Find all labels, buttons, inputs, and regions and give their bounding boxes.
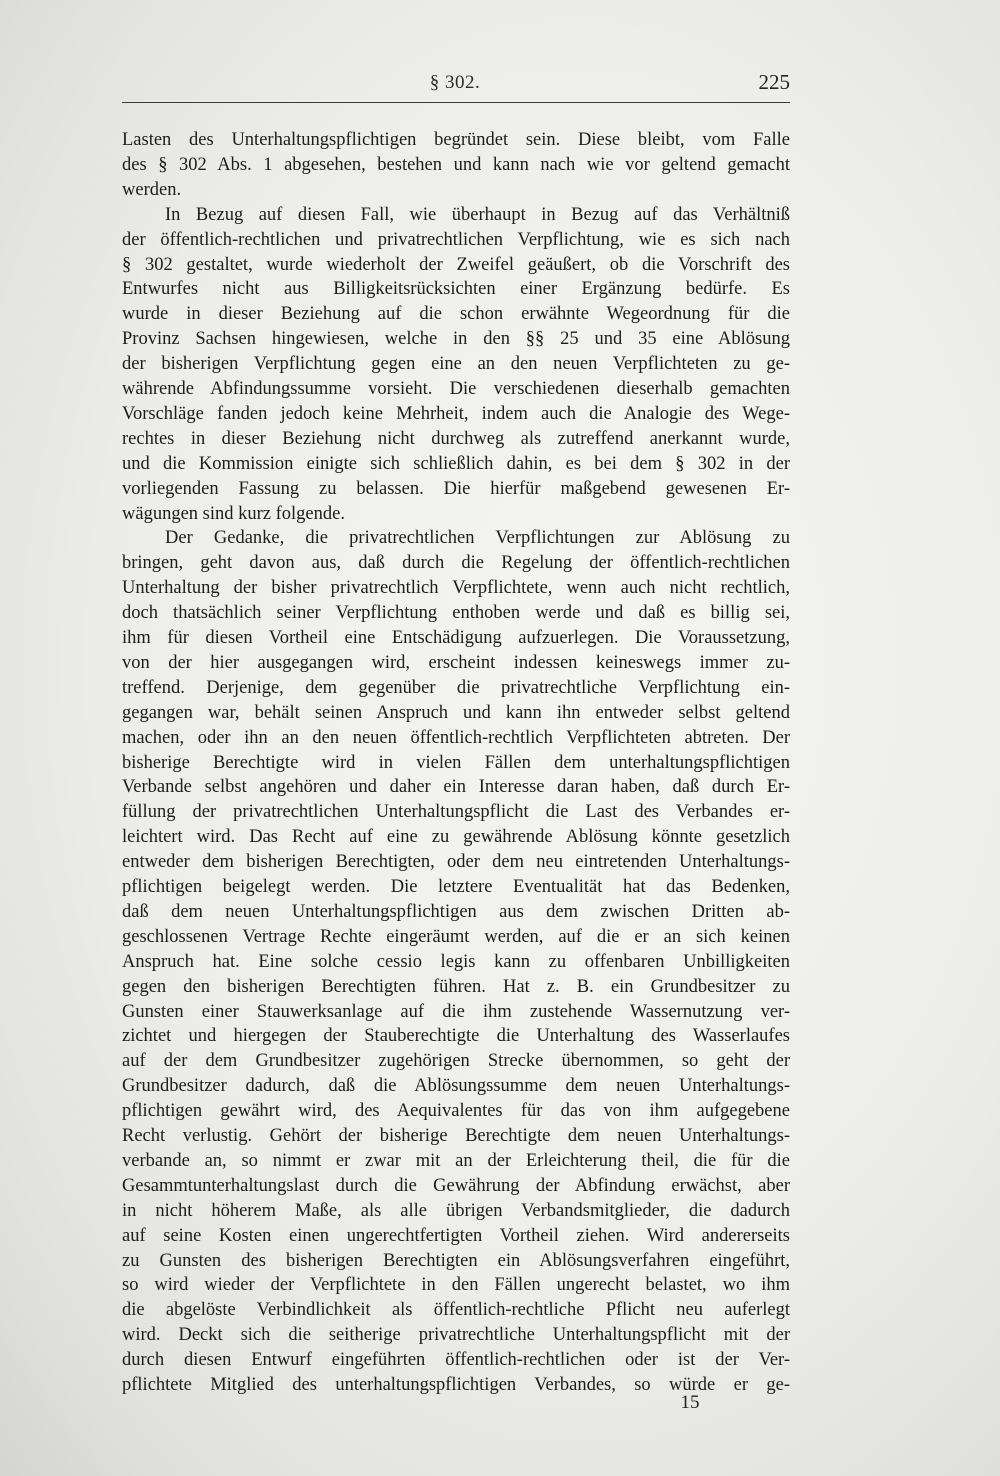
text-line: pflichtigen beigelegt werden. Die letztere Eventualität hat das Bedenken,: [122, 877, 790, 897]
text-line: pflichtigen gewährt wird, des Aequivalentes für das von ihm aufgegebene: [122, 1101, 790, 1122]
text-line: ihm für diesen Vortheil eine Entschädigung aufzuerlegen. Die Voraussetzung,: [122, 628, 790, 648]
text-line: rechtes in dieser Beziehung nicht durchweg als zutreffend anerkannt wurde,: [122, 428, 790, 449]
text-line: wird. Deckt sich die seitherige privatrechtliche Unterhaltungspflicht mit der: [122, 1325, 790, 1346]
text-line: Anspruch hat. Eine solche cessio legis kann zu offenbaren Unbilligkeiten: [122, 951, 790, 972]
text-line: wurde in dieser Beziehung auf die schon erwähnte Wegeordnung für die: [122, 304, 790, 325]
text-line: wägungen sind kurz folgende.: [122, 503, 345, 524]
text-line: in nicht höherem Maße, als alle übrigen Verbandsmitglieder, die dadurch: [122, 1200, 790, 1221]
text-line: bisherige Berechtigte wird in vielen Fällen dem unterhaltungspflichtigen: [122, 752, 790, 773]
text-line: Lasten des Unterhaltungspflichtigen begründet sein. Diese bleibt, vom Falle: [122, 130, 790, 150]
text-line: vorliegenden Fassung zu belassen. Die hierfür maßgebend gewesenen Er-: [122, 478, 790, 499]
text-line: treffend. Derjenige, dem gegenüber die privatrechtliche Verpflichtung ein-: [122, 677, 790, 698]
text-line: doch thatsächlich seiner Verpflichtung enthoben werde und daß es billig sei,: [122, 603, 790, 624]
text-line: von der hier ausgegangen wird, erscheint indessen keineswegs immer zu-: [122, 652, 790, 673]
text-line: zichtet und hiergegen der Stauberechtigte die Unterhaltung des Wasserlaufes: [122, 1026, 790, 1047]
text-line: der öffentlich-rechtlichen und privatrechtlichen Verpflichtung, wie es sich nach: [122, 229, 790, 250]
text-line: In Bezug auf diesen Fall, wie überhaupt in Bezug auf das Verhältniß: [165, 204, 790, 225]
text-line: Verbande selbst angehören und daher ein Interesse daran haben, daß durch Er-: [122, 777, 790, 798]
text-line: und die Kommission einigte sich schließlich dahin, es bei dem § 302 in der: [122, 453, 790, 474]
text-line: pflichtete Mitglied des unterhaltungspflichtigen Verbandes, so würde er ge-: [122, 1375, 790, 1395]
text-line: durch diesen Entwurf eingeführten öffentlich-rechtlichen oder ist der Ver-: [122, 1350, 790, 1371]
text-line: füllung der privatrechtlichen Unterhaltungspflicht die Last des Verbandes er-: [122, 802, 790, 823]
text-line: machen, oder ihn an den neuen öffentlich-rechtlich Verpflichteten abtreten. Der: [122, 727, 790, 748]
header-rule: [122, 102, 790, 103]
text-line: daß dem neuen Unterhaltungspflichtigen aus dem zwischen Dritten ab-: [122, 901, 790, 922]
text-line: Vorschläge fanden jedoch keine Mehrheit, indem auch die Analogie des Wege-: [122, 403, 790, 424]
page-number: 225: [758, 70, 790, 94]
text-line: § 302 gestaltet, wurde wiederholt der Zweifel geäußert, ob die Vorschrift des: [122, 254, 790, 275]
text-line: Gunsten einer Stauwerksanlage auf die ihm zustehende Wassernutzung ver-: [122, 1001, 790, 1022]
text-line: zu Gunsten des bisherigen Berechtigten ein Ablösungsverfahren eingeführt,: [122, 1250, 790, 1271]
text-line: währende Abfindungssumme vorsieht. Die verschiedenen dieserhalb gemachten: [122, 379, 790, 399]
text-line: auf seine Kosten einen ungerechtfertigten Vortheil ziehen. Wird andererseits: [122, 1225, 790, 1246]
text-line: gegangen war, behält seinen Anspruch und kann ihn entweder selbst geltend: [122, 702, 790, 723]
text-line: verbande an, so nimmt er zwar mit an der Erleichterung theil, die für die: [122, 1150, 790, 1171]
text-line: gegen den bisherigen Berechtigten führen. Hat z. B. ein Grundbesitzer zu: [122, 976, 790, 997]
text-line: Provinz Sachsen hingewiesen, welche in den §§ 25 und 35 eine Ablösung: [122, 329, 790, 350]
text-line: die abgelöste Verbindlichkeit als öffentlich-rechtliche Pflicht neu auferlegt: [122, 1300, 790, 1321]
section-heading: § 302.: [429, 72, 481, 93]
text-line: entweder dem bisherigen Berechtigten, oder dem neu eintretenden Unterhaltungs-: [122, 852, 790, 873]
text-line: leichtert wird. Das Recht auf eine zu gewährende Ablösung könnte gesetzlich: [122, 827, 790, 848]
text-line: bringen, geht davon aus, daß durch die Regelung der öffentlich-rechtlichen: [122, 553, 790, 574]
text-line: Unterhaltung der bisher privatrechtlich Verpflichtete, wenn auch nicht rechtlich,: [122, 578, 790, 599]
signature-mark: 15: [680, 1392, 700, 1413]
text-line: Entwurfes nicht aus Billigkeitsrücksichten einer Ergänzung bedürfe. Es: [122, 279, 790, 300]
text-line: so wird wieder der Verpflichtete in den Fällen ungerecht belastet, wo ihm: [122, 1275, 790, 1296]
text-line: des § 302 Abs. 1 abgesehen, bestehen und kann nach wie vor geltend gemacht: [122, 154, 790, 175]
text-line: Gesammtunterhaltungslast durch die Gewährung der Abfindung erwächst, aber: [122, 1175, 790, 1196]
body-text: [122, 128, 790, 1398]
text-line: geschlossenen Vertrage Rechte eingeräumt werden, auf die er an sich keinen: [122, 926, 790, 947]
text-line: Grundbesitzer dadurch, daß die Ablösungssumme dem neuen Unterhaltungs-: [122, 1076, 790, 1097]
text-line: Der Gedanke, die privatrechtlichen Verpflichtungen zur Ablösung zu: [165, 528, 790, 549]
text-line: der bisherigen Verpflichtung gegen eine an den neuen Verpflichteten zu ge-: [122, 354, 790, 375]
text-line: werden.: [122, 179, 182, 200]
text-line: Recht verlustig. Gehört der bisherige Berechtigte dem neuen Unterhaltungs-: [122, 1126, 790, 1146]
text-line: auf der dem Grundbesitzer zugehörigen Strecke übernommen, so geht der: [122, 1051, 790, 1072]
